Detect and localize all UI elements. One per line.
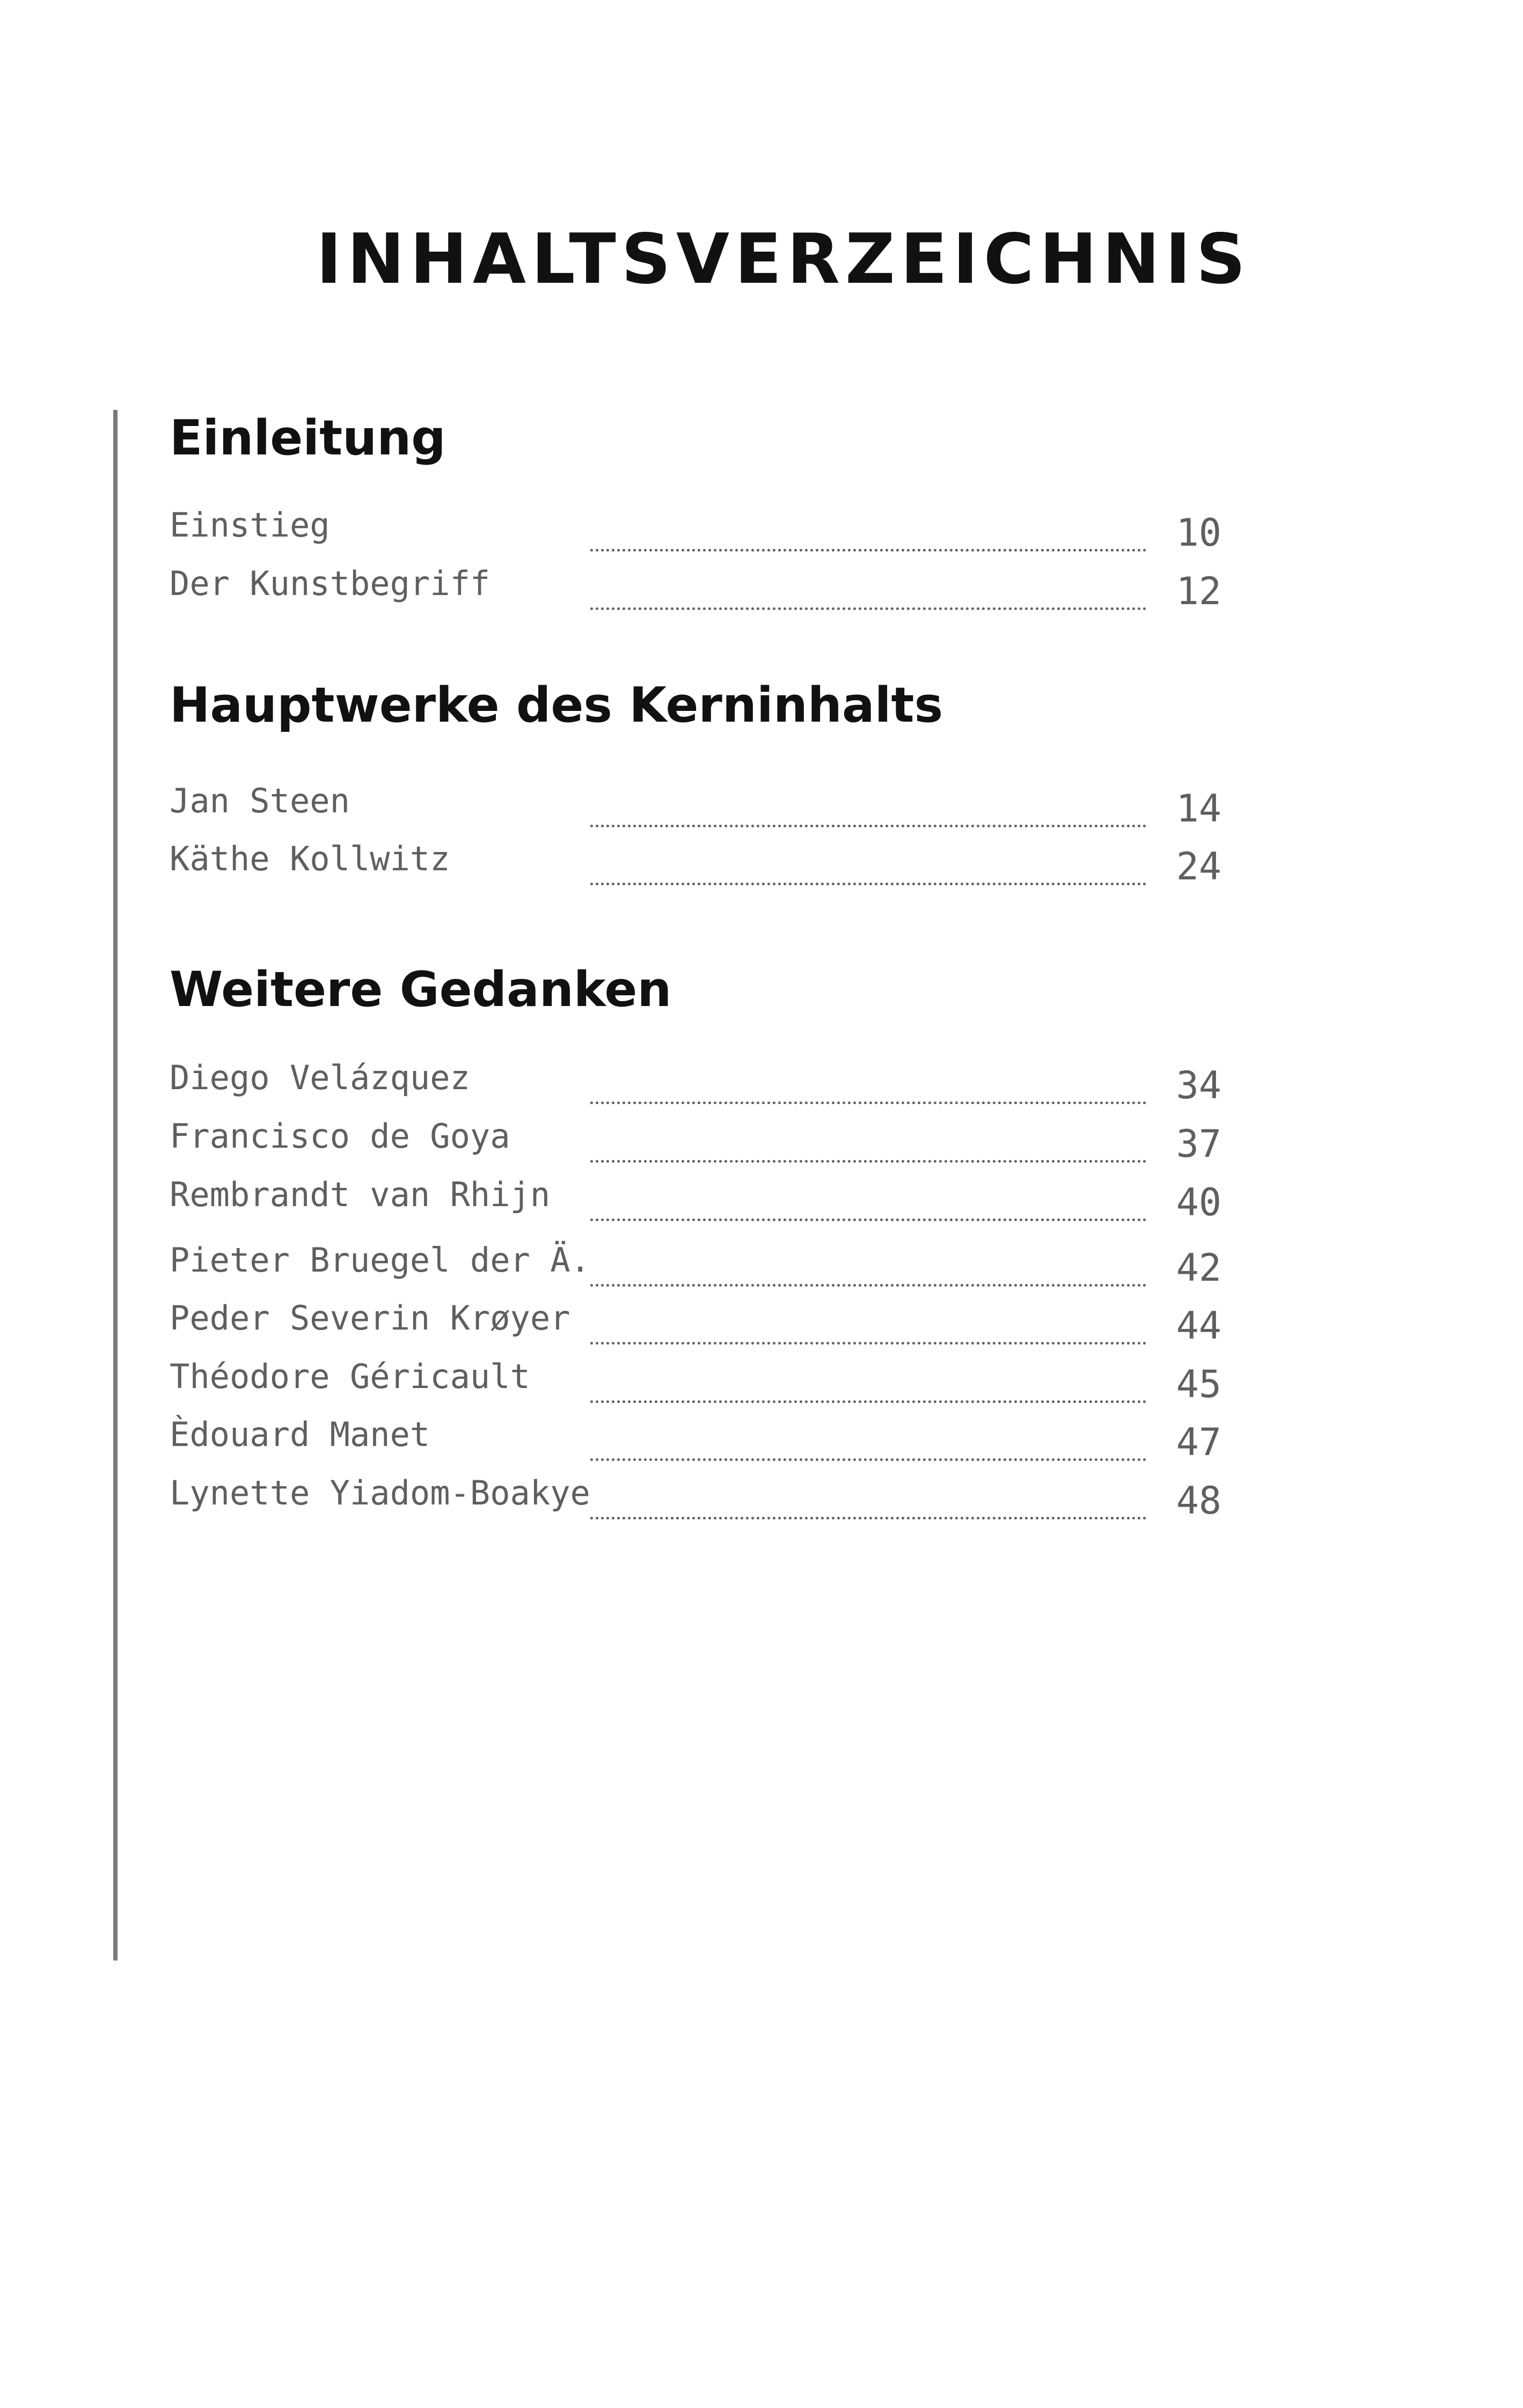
toc-entry-label: Käthe Kollwitz <box>170 839 450 878</box>
toc-entry[interactable] <box>170 1475 1221 1524</box>
dotted-leader <box>590 607 1146 610</box>
toc-entry[interactable] <box>170 841 1221 890</box>
dotted-leader <box>590 549 1146 552</box>
toc-entry-label: Théodore Géricault <box>170 1357 530 1396</box>
toc-entry[interactable] <box>170 566 1221 614</box>
toc-entry[interactable] <box>170 783 1221 832</box>
toc-entry-page-number: 12 <box>1176 569 1221 613</box>
dotted-leader <box>590 1400 1146 1403</box>
toc-entry[interactable] <box>170 505 1221 556</box>
toc-entry-page-number: 48 <box>1176 1479 1221 1523</box>
toc-entry[interactable] <box>170 1119 1221 1167</box>
toc-entry-label: Francisco de Goya <box>170 1117 510 1156</box>
toc-entry-label: Diego Velázquez <box>170 1058 470 1097</box>
toc-entry-label: Einstieg <box>170 505 330 545</box>
toc-entry[interactable] <box>170 1060 1221 1108</box>
toc-entry-label: Èdouard Manet <box>170 1415 430 1454</box>
dotted-leader <box>590 1218 1146 1221</box>
toc-entry[interactable] <box>170 1298 1221 1349</box>
toc-entry-label: Lynette Yiadom-Boakye <box>170 1473 590 1513</box>
section-heading-hauptwerke: Hauptwerke des Kerninhalts <box>170 677 943 733</box>
toc-entry[interactable] <box>170 1177 1221 1225</box>
toc-entry-page-number: 40 <box>1176 1180 1221 1224</box>
toc-entry-label: Peder Severin Krøyer <box>170 1298 570 1338</box>
left-vertical-rule <box>113 410 118 1961</box>
toc-entry-page-number: 34 <box>1176 1063 1221 1107</box>
toc-entry-page-number: 47 <box>1176 1420 1221 1464</box>
toc-entry-page-number: 42 <box>1176 1246 1221 1290</box>
dotted-leader <box>590 1102 1146 1104</box>
toc-entry-page-number: 10 <box>1176 511 1221 555</box>
toc-entry-label: Rembrandt van Rhijn <box>170 1175 551 1214</box>
toc-entry-label: Pieter Bruegel der Ä. <box>170 1240 590 1280</box>
dotted-leader <box>590 825 1146 827</box>
dotted-leader <box>590 1284 1146 1287</box>
section-heading-einleitung: Einleitung <box>170 410 446 466</box>
toc-entry-page-number: 44 <box>1176 1304 1221 1348</box>
toc-entry-label: Jan Steen <box>170 781 350 820</box>
toc-entry-page-number: 24 <box>1176 845 1221 889</box>
toc-entry-page-number: 14 <box>1176 787 1221 831</box>
dotted-leader <box>590 1458 1146 1461</box>
toc-entry-label: Der Kunstbegriff <box>170 564 490 603</box>
page-title: INHALTSVERZEICHNIS <box>316 219 1251 299</box>
toc-entry[interactable] <box>170 1417 1221 1465</box>
dotted-leader <box>590 1517 1146 1519</box>
toc-entry-page-number: 45 <box>1176 1362 1221 1406</box>
section-heading-weitere-gedanken: Weitere Gedanken <box>170 961 672 1018</box>
dotted-leader <box>590 1342 1146 1345</box>
dotted-leader <box>590 1160 1146 1163</box>
dotted-leader <box>590 883 1146 885</box>
toc-entry[interactable] <box>170 1240 1221 1291</box>
toc-entry[interactable] <box>170 1359 1221 1407</box>
toc-entry-page-number: 37 <box>1176 1122 1221 1166</box>
